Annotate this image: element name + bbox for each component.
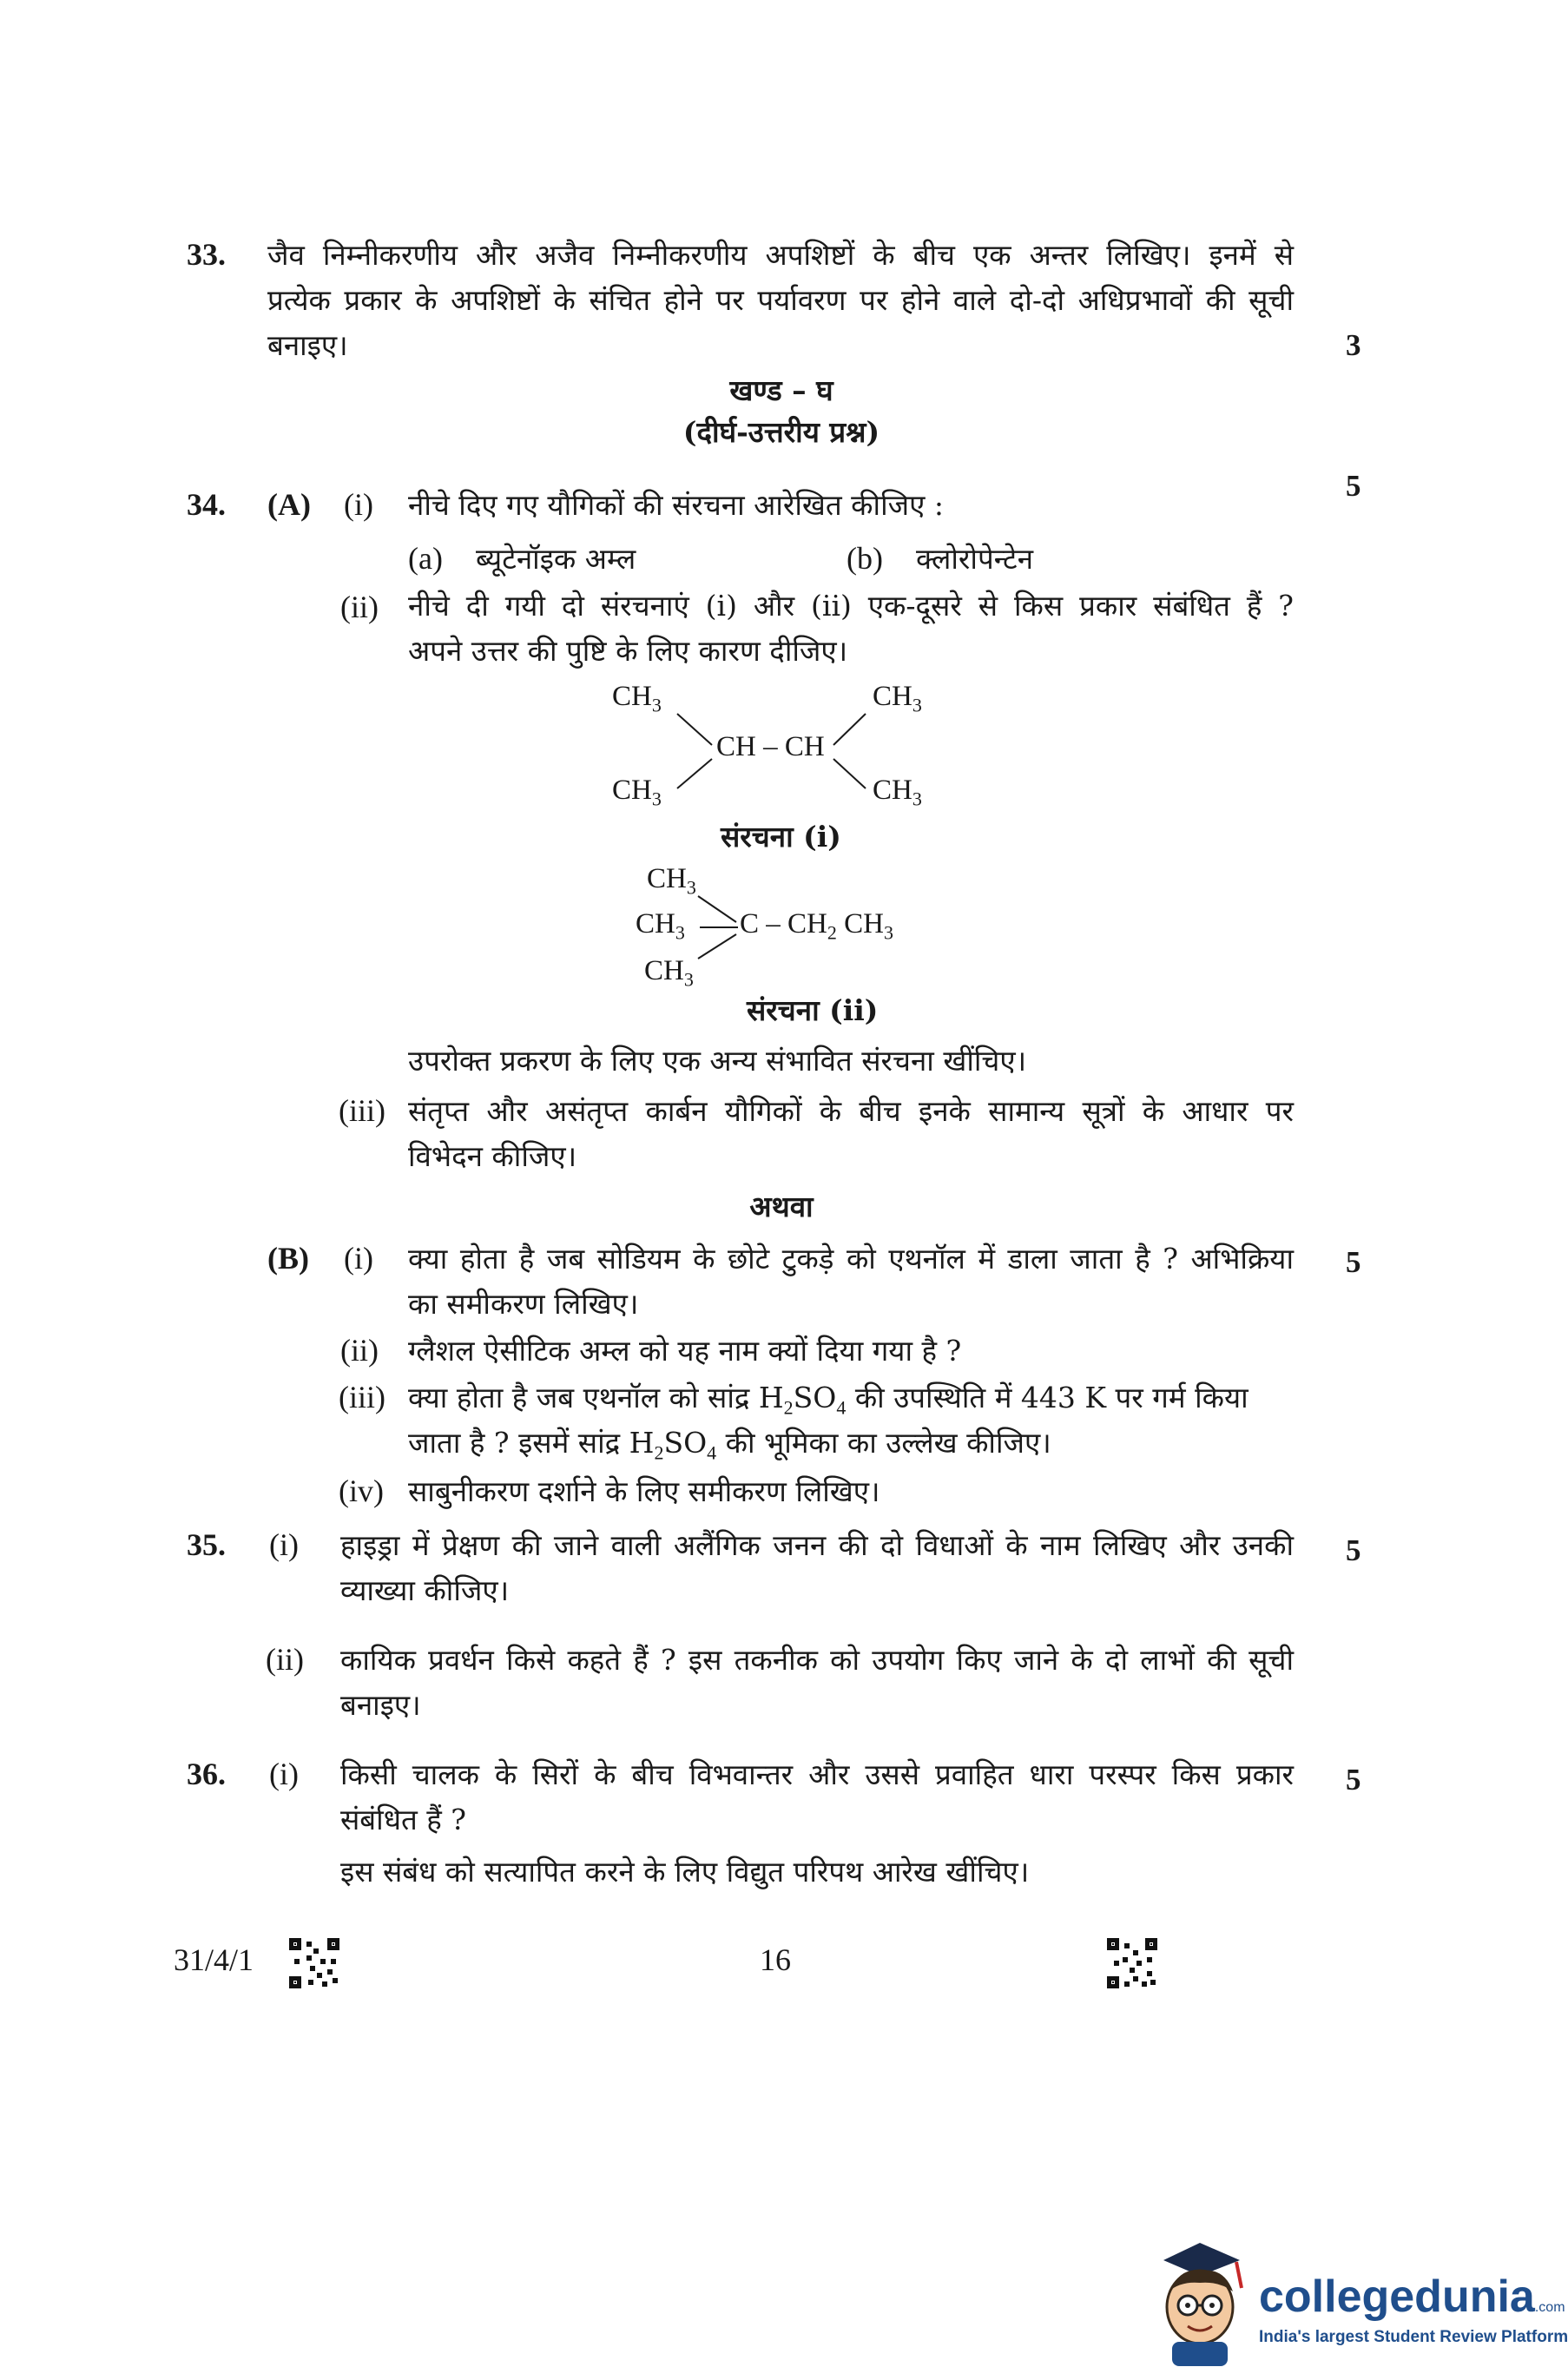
q34-b-ii-label: (ii) [340, 1333, 379, 1368]
struct-i-center: CH – CH [716, 731, 825, 762]
brand-tagline: India's largest Student Review Platform [1259, 2328, 1568, 2346]
q33-marks: 3 [1346, 328, 1361, 362]
q34-number: 34. [187, 487, 226, 522]
paper-code: 31/4/1 [174, 1942, 254, 1977]
q34-b-i-line2: का समीकरण लिखिए। [408, 1287, 639, 1321]
section-subtitle: (दीर्घ-उत्तरीय प्रश्न) [682, 415, 880, 449]
q33-line2: प्रत्येक प्रकार के अपशिष्टों के संचित होने पर पर्यावरण पर होने वाले दो-दो अधिप्रभावों की सूची [267, 283, 1294, 317]
collegedunia-watermark [1146, 2236, 1568, 2366]
q34-part-a: (A) [267, 487, 311, 522]
q34-a-i-b-label: (b) [847, 541, 883, 576]
q34-b-ii-text: ग्लैशल ऐसीटिक अम्ल को यह नाम क्यों दिया गया है ? [408, 1334, 962, 1368]
section-title: खण्ड – घ [729, 373, 833, 407]
struct-ii-ch3-mid: $CH_3$ [636, 908, 685, 944]
struct-ii-main-chain: C – $CH_2$ $CH_3$ [740, 908, 893, 944]
q35-ii-line2: बनाइए। [340, 1688, 421, 1722]
q34-b-iii-label: (iii) [339, 1380, 385, 1414]
q36-marks: 5 [1346, 1763, 1361, 1797]
page-number: 16 [760, 1942, 791, 1977]
q35-i-line2: व्याख्या कीजिए। [340, 1573, 510, 1607]
q34-b-iv-label: (iv) [339, 1474, 384, 1508]
q34-a-iii-label: (iii) [339, 1093, 385, 1128]
q33-line1: जैव निम्नीकरणीय और अजैव निम्नीकरणीय अपशिष्टों के बीच एक अन्तर लिखिए। इनमें से [267, 238, 1294, 272]
q36-i-line3: इस संबंध को सत्यापित करने के लिए विद्युत परिपथ आरेख खींचिए। [340, 1855, 1030, 1889]
q35-i-line1: हाइड्रा में प्रेक्षण की जाने वाली अलैंगिक जनन की दो विधाओं के नाम लिखिए और उनकी [340, 1528, 1294, 1562]
struct-i-ch3-top-right: $CH_3$ [873, 681, 922, 716]
mascot-logo-icon [1146, 2236, 1259, 2366]
struct-i-caption: संरचना (i) [721, 820, 841, 854]
struct-ii-ch3-bottom: $CH_3$ [644, 955, 694, 991]
q36-i-line2: संबंधित हैं ? [340, 1803, 466, 1836]
structure-ii [625, 860, 990, 1025]
q34-a-i-a-text: ब्यूटेनॉइक अम्ल [476, 542, 636, 576]
q36-number: 36. [187, 1757, 226, 1791]
q34-marks-a: 5 [1346, 469, 1361, 503]
brand-name: collegedunia.com [1259, 2271, 1565, 2322]
qr-code-left-icon [289, 1938, 339, 1988]
q34-part-b: (B) [267, 1241, 309, 1276]
q33-line3: बनाइए। [267, 328, 348, 362]
struct-ii-caption: संरचना (ii) [747, 993, 879, 1027]
struct-ii-ch3-top: $CH_3$ [647, 863, 696, 899]
q34-a-iii-line1: संतृप्त और असंतृप्त कार्बन यौगिकों के बीच इनके सामान्य सूत्रों के आधार पर [408, 1094, 1294, 1128]
q34-a-i-b-text: क्लोरोपेन्टेन [916, 542, 1034, 576]
q34-a-ii-after: उपरोक्त प्रकरण के लिए एक अन्य संभावित संरचना खींचिए। [408, 1044, 1027, 1078]
q33-number: 33. [187, 237, 226, 272]
q34-b-iii-line1: क्या होता है जब एथनॉल को सांद्र $H_2SO_4$ की उपस्थिति में 443 K पर गर्म किया [408, 1381, 1248, 1419]
q34-marks-b: 5 [1346, 1245, 1361, 1279]
q35-ii-line1: कायिक प्रवर्धन किसे कहते हैं ? इस तकनीक को उपयोग किए जाने के दो लाभों की सूची [340, 1643, 1294, 1677]
q34-a-i-a-label: (a) [408, 541, 443, 576]
qr-code-right-icon [1107, 1938, 1157, 1988]
q36-i-line1: किसी चालक के सिरों के बीच विभवान्तर और उससे प्रवाहित धारा परस्पर किस प्रकार [340, 1757, 1294, 1791]
q35-ii-label: (ii) [266, 1642, 304, 1677]
q34-a-i-text: नीचे दिए गए यौगिकों की संरचना आरेखित कीजिए : [408, 488, 944, 522]
q34-b-i-line1: क्या होता है जब सोडियम के छोटे टुकड़े को एथनॉल में डाला जाता है ? अभिक्रिया [408, 1242, 1294, 1276]
q35-i-label: (i) [269, 1527, 299, 1562]
q34-a-i-label: (i) [344, 487, 373, 522]
q34-a-ii-line1: नीचे दी गयी दो संरचनाएं (i) और (ii) एक-दूसरे से किस प्रकार संबंधित हैं ? [408, 589, 1294, 623]
q35-marks: 5 [1346, 1533, 1361, 1567]
q34-or: अथवा [749, 1190, 814, 1223]
struct-i-ch3-top-left: $CH_3$ [612, 681, 662, 716]
struct-i-ch3-bottom-left: $CH_3$ [612, 775, 662, 810]
q36-i-label: (i) [269, 1757, 299, 1791]
structure-i [599, 669, 964, 854]
q34-b-i-label: (i) [344, 1241, 373, 1276]
q34-a-iii-line2: विभेदन कीजिए। [408, 1139, 577, 1173]
q34-a-ii-label: (ii) [340, 590, 379, 624]
q34-b-iii-line2: जाता है ? इसमें सांद्र $H_2SO_4$ की भूमिका का उल्लेख कीजिए। [408, 1426, 1051, 1464]
q35-number: 35. [187, 1527, 226, 1562]
struct-i-ch3-bottom-right: $CH_3$ [873, 775, 922, 810]
q34-a-ii-line2: अपने उत्तर की पुष्टि के लिए कारण दीजिए। [408, 634, 848, 668]
q34-b-iv-text: साबुनीकरण दर्शाने के लिए समीकरण लिखिए। [408, 1474, 880, 1508]
